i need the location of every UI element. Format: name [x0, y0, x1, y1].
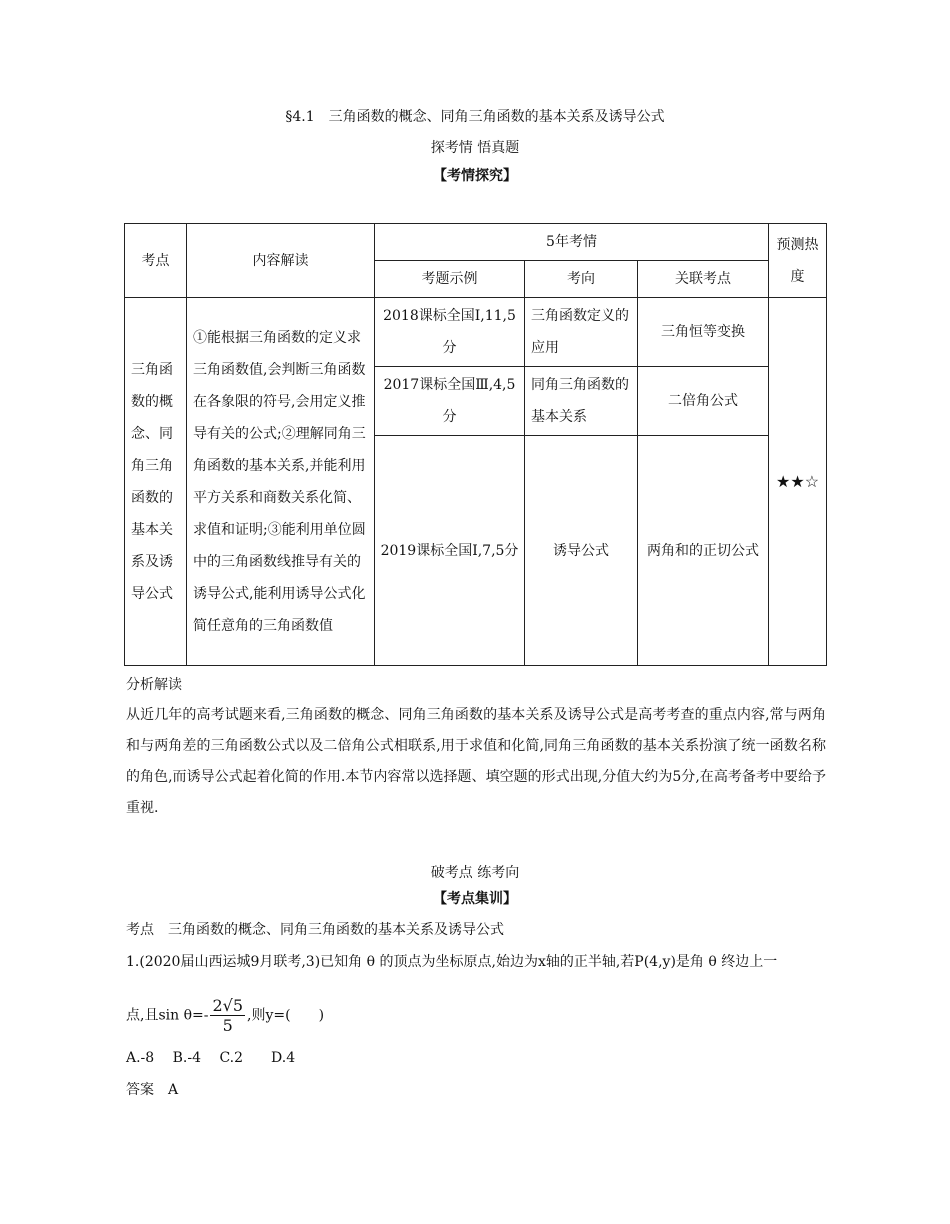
topic-cell: 三角函数的概念、同角三角函数的基本关系及诱导公式 [125, 298, 187, 666]
direction-cell: 三角函数定义的应用 [525, 298, 638, 367]
example-cell: 2017课标全国Ⅲ,4,5分 [375, 367, 525, 436]
kaodian-line: 考点 三角函数的概念、同角三角函数的基本关系及诱导公式 [126, 922, 504, 938]
section2-title: 破考点 练考向 [430, 865, 520, 881]
fraction-numerator: 2√5 [212, 996, 244, 1015]
content-cell: ①能根据三角函数的定义求三角函数值,会判断三角函数在各象限的符号,会用定义推导有关的公式;②理解同角三角函数的基本关系,并能利用平方关系和商数关系化简、求值和证明;③能利用单位圆中的三角函数线推导有关的诱导公式,能利用诱导公式化简任意角的三角函数值 [187, 298, 375, 666]
header-related: 关联考点 [638, 261, 769, 298]
related-cell: 三角恒等变换 [638, 298, 769, 367]
question-line2 [126, 996, 324, 1035]
related-cell: 二倍角公式 [638, 367, 769, 436]
direction-cell: 同角三角函数的基本关系 [525, 367, 638, 436]
header-example: 考题示例 [375, 261, 525, 298]
fraction-denominator: 5 [222, 1016, 233, 1035]
heat-rating: ★★☆ [769, 298, 827, 666]
question-options: A.-8 B.-4 C.2 D.4 [126, 1050, 296, 1066]
related-cell: 两角和的正切公式 [638, 436, 769, 666]
fraction [210, 996, 245, 1035]
header-direction: 考向 [525, 261, 638, 298]
header-neirong: 内容解读 [187, 224, 375, 298]
example-cell: 2018课标全国Ⅰ,11,5分 [375, 298, 525, 367]
header-yuce: 预测热度 [769, 224, 827, 298]
analysis-body: 从近几年的高考试题来看,三角函数的概念、同角三角函数的基本关系及诱导公式是高考考查的重点内容,常与两角和与两角差的三角函数公式以及二倍角公式相联系,用于求值和化简,同角三角函数的基本关系扮演了统一函数名称的角色,而诱导公式起着化简的作用.本节内容常以选择题、填空题的形式出现,分值大约为5分,在高考备考中要给予重视. [126, 707, 826, 816]
question-line2-post: ,则y=( ) [247, 1007, 325, 1024]
question-stem: 1.(2020届山西运城9月联考,3)已知角 θ 的顶点为坐标原点,始边为x轴的正半轴,若P(4,y)是角 θ 终边上一 [126, 954, 778, 970]
header-kaodian: 考点 [125, 224, 187, 298]
section-heading: 【考情探究】 [433, 168, 517, 184]
section2-sub: 【考点集训】 [433, 891, 517, 907]
section-subtitle: 探考情 悟真题 [430, 140, 520, 156]
analysis-heading: 分析解读 [126, 677, 182, 693]
question-line2-pre: 点,且sin θ=- [126, 1007, 209, 1024]
question-answer: 答案 A [126, 1082, 179, 1098]
direction-cell: 诱导公式 [525, 436, 638, 666]
header-five-years: 5年考情 [375, 224, 769, 261]
example-cell: 2019课标全国Ⅰ,7,5分 [375, 436, 525, 666]
page-title: §4.1 三角函数的概念、同角三角函数的基本关系及诱导公式 [285, 109, 665, 125]
exam-table [124, 223, 827, 666]
